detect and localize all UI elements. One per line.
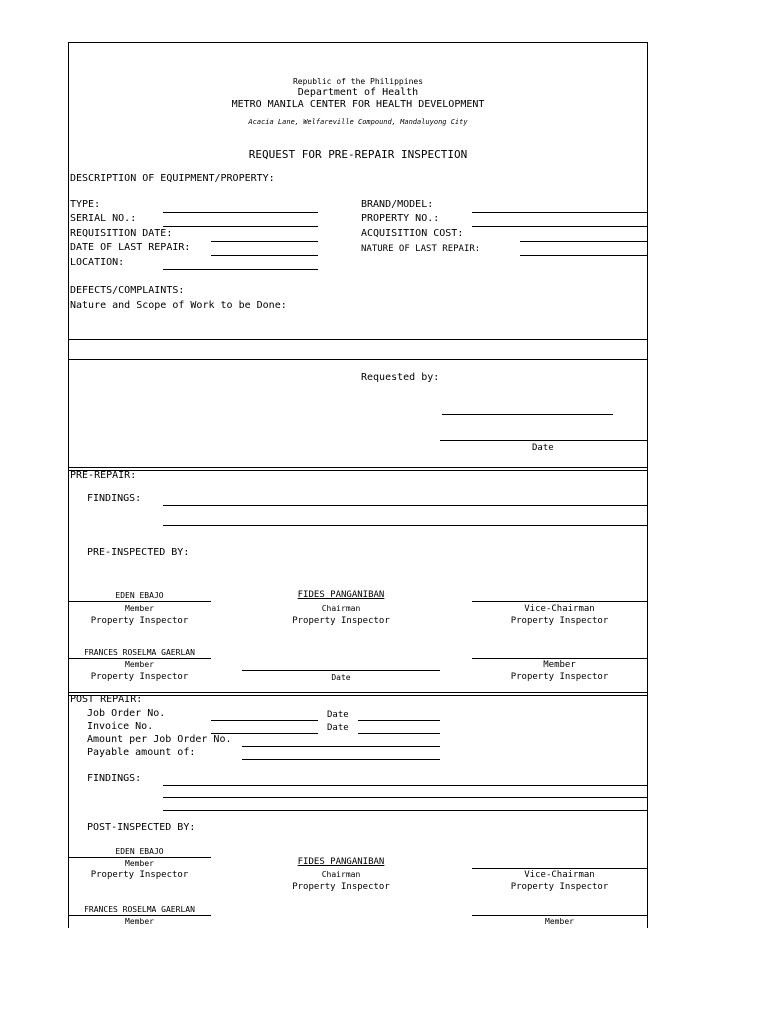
pre-repair-divider-1 bbox=[68, 467, 648, 468]
pre-date-label: Date bbox=[331, 673, 351, 682]
nature-last-repair-label: NATURE OF LAST REPAIR: bbox=[361, 244, 481, 254]
post-member1-position: Property Inspector bbox=[90, 870, 189, 880]
nature-last-repair-field-line[interactable] bbox=[520, 255, 647, 256]
post-member2-name: FRANCES ROSELMA GAERLAN bbox=[84, 905, 195, 914]
defects-label: DEFECTS/COMPLAINTS: bbox=[70, 285, 185, 296]
serial-field-line[interactable] bbox=[163, 226, 318, 227]
header-department: Department of Health bbox=[297, 87, 419, 98]
scope-line-2[interactable] bbox=[68, 359, 648, 360]
post-inspected-by-label: POST-INSPECTED BY: bbox=[87, 822, 196, 833]
pre-member2-position: Property Inspector bbox=[90, 672, 189, 682]
post-repair-label: POST REPAIR: bbox=[70, 694, 143, 705]
job-order-field-line[interactable] bbox=[211, 720, 318, 721]
post-chairman-name: FIDES PANGANIBAN bbox=[297, 857, 385, 867]
amount-label: Amount per Job Order No. bbox=[87, 734, 232, 745]
post-findings-label: FINDINGS: bbox=[87, 773, 142, 784]
post-member1-role: Member bbox=[125, 859, 154, 868]
pre-date-line[interactable] bbox=[242, 670, 440, 671]
pre-vice-signature-line[interactable] bbox=[472, 601, 647, 602]
post-findings-line-3[interactable] bbox=[163, 810, 647, 811]
pre-member1-name: EDEN EBAJO bbox=[115, 591, 164, 600]
form-right-border bbox=[647, 42, 648, 928]
post-member2-role: Member bbox=[125, 917, 154, 926]
post-findings-line-2[interactable] bbox=[163, 797, 647, 798]
request-date-label: Date bbox=[532, 443, 554, 453]
post-chairman-position: Property Inspector bbox=[292, 882, 390, 892]
post-repair-divider-2 bbox=[68, 695, 648, 696]
invoice-date-field-line[interactable] bbox=[358, 733, 440, 734]
pre-vice-role: Vice-Chairman bbox=[524, 604, 595, 614]
pre-member1-position: Property Inspector bbox=[90, 616, 189, 626]
pre-member3-position: Property Inspector bbox=[510, 672, 609, 682]
brand-field-line[interactable] bbox=[472, 212, 647, 213]
pre-findings-label: FINDINGS: bbox=[87, 493, 142, 504]
payable-label: Payable amount of: bbox=[87, 747, 196, 758]
requisition-date-field-line[interactable] bbox=[211, 241, 318, 242]
header-address: Acacia Lane, Welfareville Compound, Mandaluyong City bbox=[248, 118, 468, 126]
form-left-border bbox=[68, 42, 69, 928]
requisition-date-label: REQUISITION DATE: bbox=[70, 228, 173, 239]
requested-by-signature-line[interactable] bbox=[442, 414, 613, 415]
post-vice-role: Vice-Chairman bbox=[524, 870, 595, 880]
pre-member3-role: Member bbox=[543, 660, 576, 670]
pre-member1-role: Member bbox=[125, 604, 154, 613]
job-order-label: Job Order No. bbox=[87, 708, 166, 719]
pre-repair-divider-2 bbox=[68, 470, 648, 471]
acquisition-cost-label: ACQUISITION COST: bbox=[361, 228, 464, 239]
amount-field-line[interactable] bbox=[242, 746, 440, 747]
type-label: TYPE: bbox=[70, 199, 101, 210]
header-center: METRO MANILA CENTER FOR HEALTH DEVELOPMENT bbox=[231, 99, 485, 110]
type-field-line[interactable] bbox=[163, 212, 318, 213]
acquisition-cost-field-line[interactable] bbox=[520, 241, 647, 242]
payable-field-line[interactable] bbox=[242, 759, 440, 760]
pre-repair-label: PRE-REPAIR: bbox=[70, 470, 137, 481]
serial-label: SERIAL NO.: bbox=[70, 213, 137, 224]
scope-line-1[interactable] bbox=[68, 339, 648, 340]
post-findings-line-1[interactable] bbox=[163, 785, 647, 786]
job-order-date-label: Date bbox=[327, 710, 349, 720]
pre-member1-signature-line[interactable] bbox=[68, 601, 211, 602]
post-chairman-role: Chairman bbox=[321, 870, 361, 879]
form-top-border bbox=[68, 42, 648, 43]
request-date-line[interactable] bbox=[440, 440, 647, 441]
pre-vice-position: Property Inspector bbox=[510, 616, 609, 626]
location-label: LOCATION: bbox=[70, 257, 125, 268]
last-repair-date-label: DATE OF LAST REPAIR: bbox=[70, 242, 191, 253]
scope-label: Nature and Scope of Work to be Done: bbox=[70, 300, 287, 311]
post-member1-name: EDEN EBAJO bbox=[115, 847, 164, 856]
post-repair-divider-1 bbox=[68, 692, 648, 693]
invoice-date-label: Date bbox=[327, 723, 349, 733]
post-member3-role: Member bbox=[545, 917, 574, 926]
job-order-date-field-line[interactable] bbox=[358, 720, 440, 721]
location-field-line[interactable] bbox=[163, 269, 318, 270]
header-republic: Republic of the Philippines bbox=[292, 77, 424, 86]
pre-chairman-name: FIDES PANGANIBAN bbox=[297, 590, 385, 600]
requested-by-label: Requested by: bbox=[361, 372, 440, 383]
post-vice-position: Property Inspector bbox=[510, 882, 609, 892]
invoice-label: Invoice No. bbox=[87, 721, 154, 732]
pre-member2-role: Member bbox=[125, 660, 154, 669]
pre-findings-line-1[interactable] bbox=[163, 505, 647, 506]
pre-chairman-role: Chairman bbox=[321, 604, 361, 613]
property-no-field-line[interactable] bbox=[472, 226, 647, 227]
page-title: REQUEST FOR PRE-REPAIR INSPECTION bbox=[248, 148, 468, 161]
pre-member2-name: FRANCES ROSELMA GAERLAN bbox=[84, 648, 195, 657]
pre-findings-line-2[interactable] bbox=[163, 525, 647, 526]
description-label: DESCRIPTION OF EQUIPMENT/PROPERTY: bbox=[70, 173, 275, 184]
brand-label: BRAND/MODEL: bbox=[361, 199, 434, 210]
pre-chairman-position: Property Inspector bbox=[292, 616, 390, 626]
property-no-label: PROPERTY NO.: bbox=[361, 213, 440, 224]
last-repair-date-field-line[interactable] bbox=[211, 255, 318, 256]
pre-inspected-by-label: PRE-INSPECTED BY: bbox=[87, 547, 190, 558]
